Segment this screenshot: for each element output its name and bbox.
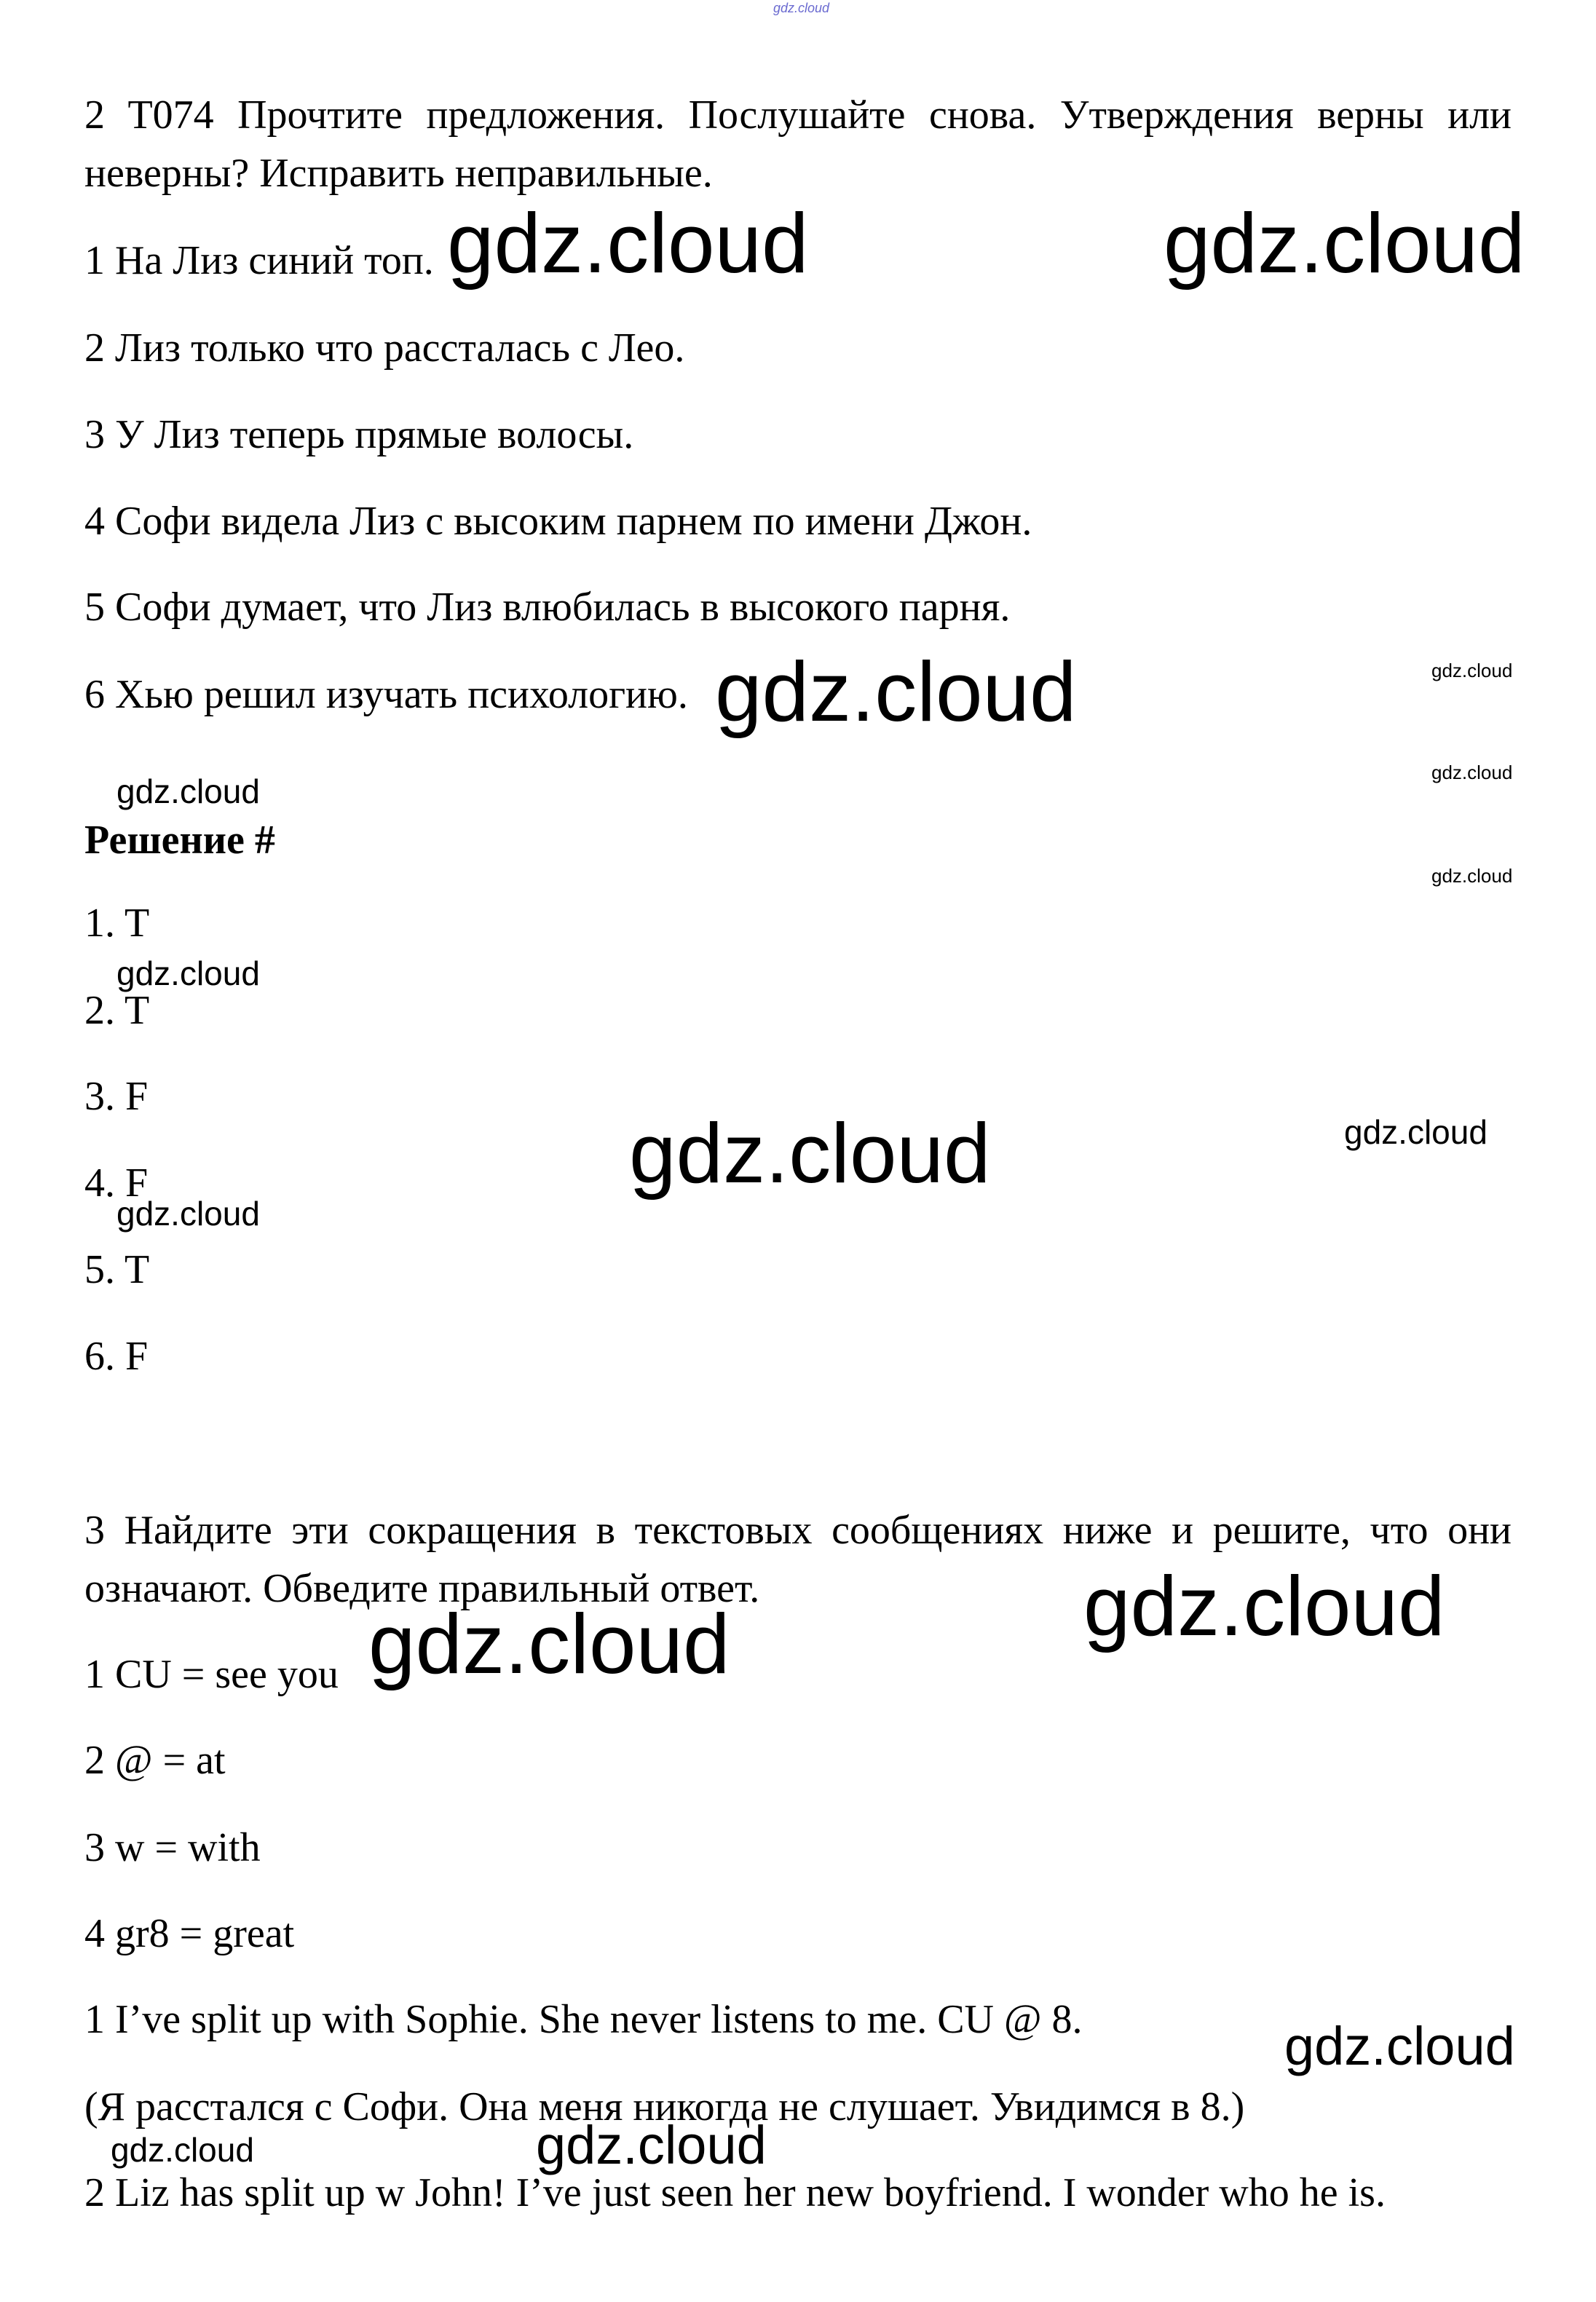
task3-abbreviation-4: 4 gr8 = great <box>84 1911 295 1956</box>
watermark: gdz.cloud <box>1431 762 1513 783</box>
watermark: gdz.cloud <box>1083 1559 1445 1653</box>
task3-abbreviation-1: 1 CU = see you <box>84 1652 339 1697</box>
solution-heading: Решение # <box>84 818 275 863</box>
task3-message-1: 1 I’ve split up with Sophie. She never listens to me. CU @ 8. <box>84 1997 1083 2042</box>
task2-statement-5: 5 Софи думает, что Лиз влюбилась в высокого парня. <box>84 585 1011 630</box>
solution-answer-1: 1. T <box>84 901 150 946</box>
task2-statement-6: 6 Хью решил изучать психологию. <box>84 672 688 717</box>
watermark: gdz.cloud <box>1431 865 1513 887</box>
solution-answer-3: 3. F <box>84 1074 149 1119</box>
watermark: gdz.cloud <box>368 1597 730 1691</box>
solution-answer-5: 5. T <box>84 1247 150 1292</box>
watermark: gdz.cloud <box>116 954 260 992</box>
watermark: gdz.cloud <box>1431 660 1513 681</box>
solution-answer-2: 2. T <box>84 988 150 1033</box>
task2-heading: 2 T074 Прочтите предложения. Послушайте снова. Утверждения верны или неверны? Исправить неправильные. <box>84 92 1512 196</box>
task3-heading: 3 Найдите эти сокращения в текстовых сообщениях ниже и решите, что они означают. Обведите правильный ответ. <box>84 1508 1512 1611</box>
watermark: gdz.cloud <box>629 1106 991 1201</box>
watermark: gdz.cloud <box>116 1195 260 1233</box>
watermark: gdz.cloud <box>1344 1113 1488 1151</box>
task3-abbreviation-3: 3 w = with <box>84 1825 261 1870</box>
watermark: gdz.cloud <box>447 196 809 290</box>
task3-message-2: 2 Liz has split up w John! I’ve just seen her new boyfriend. I wonder who he is. <box>84 2170 1386 2215</box>
task2-statement-2: 2 Лиз только что рассталась с Лео. <box>84 325 685 371</box>
task2-statement-3: 3 У Лиз теперь прямые волосы. <box>84 412 634 457</box>
watermark: gdz.cloud <box>1284 2016 1515 2076</box>
task2-statement-1: 1 На Лиз синий топ. <box>84 238 434 283</box>
watermark: gdz.cloud <box>536 2115 767 2175</box>
watermark: gdz.cloud <box>116 772 260 810</box>
watermark: gdz.cloud <box>111 2131 254 2169</box>
solution-answer-6: 6. F <box>84 1334 149 1379</box>
task2-statement-4: 4 Софи видела Лиз с высоким парнем по имени Джон. <box>84 499 1032 544</box>
watermark: gdz.cloud <box>715 644 1077 739</box>
task3-abbreviation-2: 2 @ = at <box>84 1738 226 1783</box>
header-watermark: gdz.cloud <box>773 1 830 15</box>
task3-message-1-translation: (Я расстался с Софи. Она меня никогда не слушает. Увидимся в 8.) <box>84 2084 1245 2129</box>
solution-answer-4: 4. F <box>84 1160 149 1206</box>
watermark: gdz.cloud <box>1164 196 1525 290</box>
